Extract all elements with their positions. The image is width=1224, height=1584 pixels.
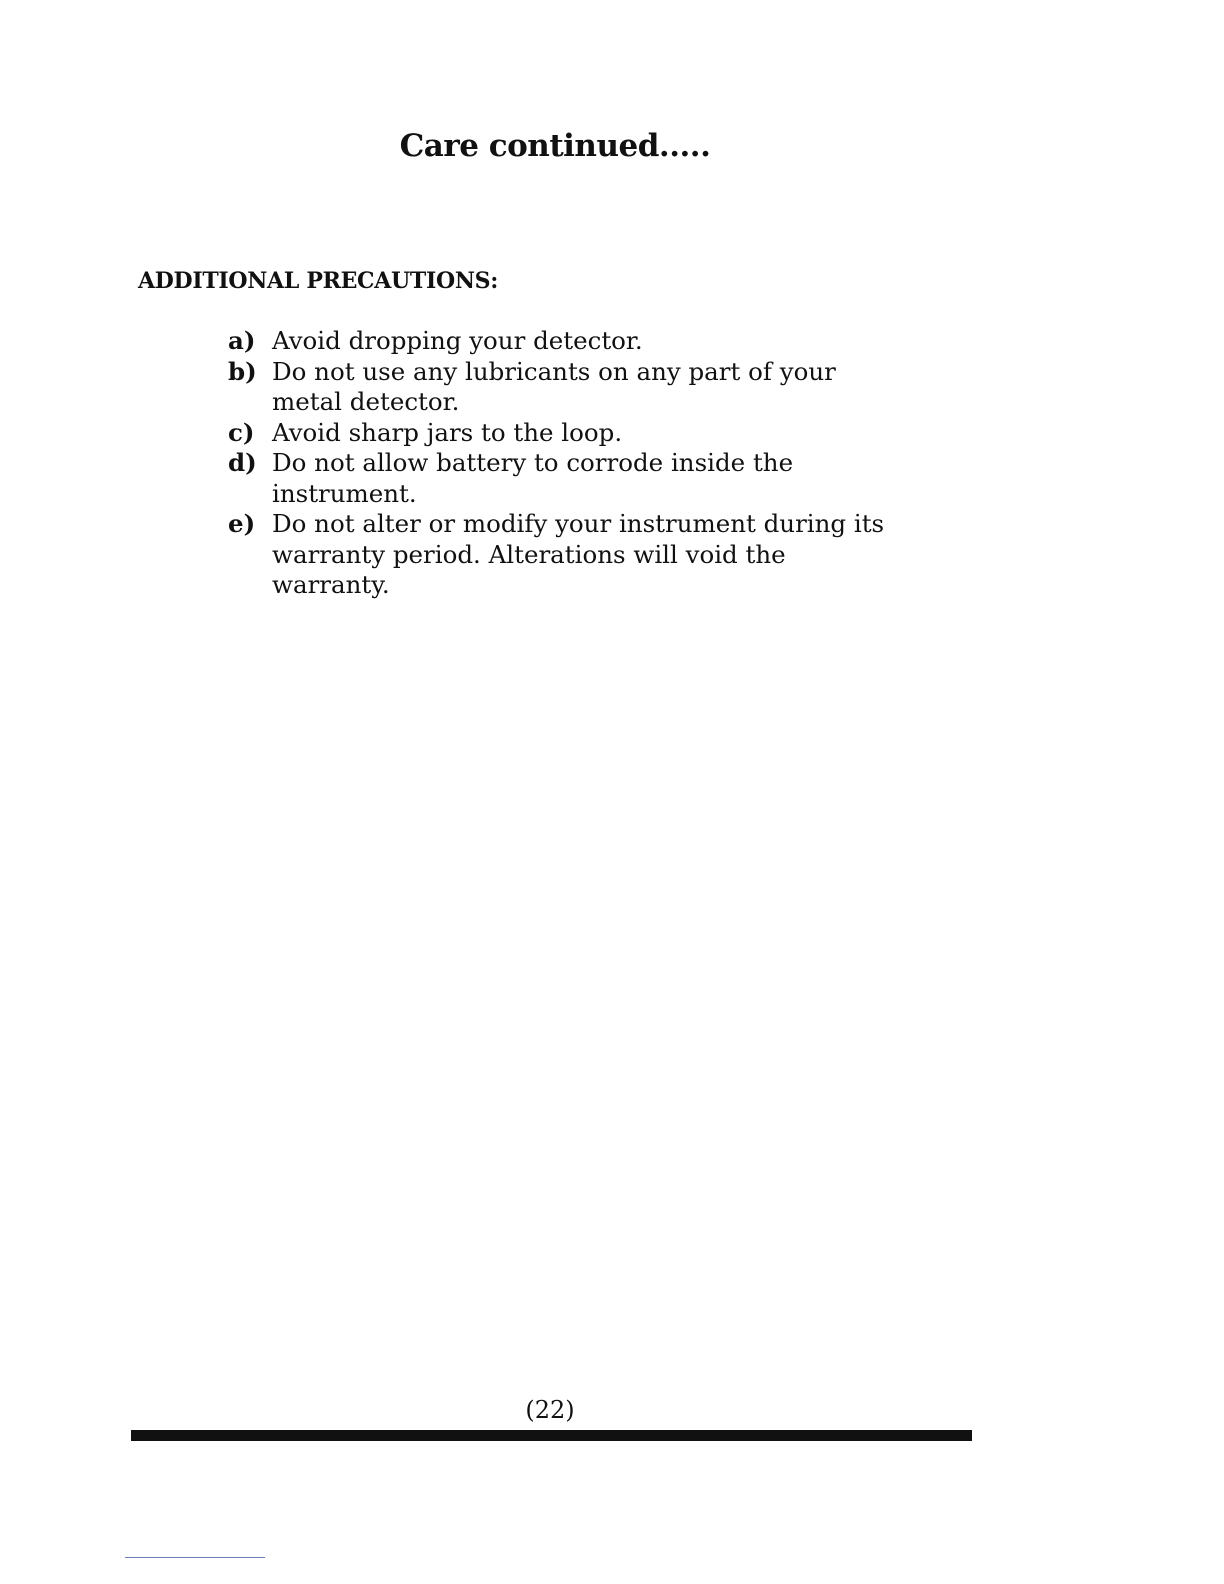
- list-item: [228, 357, 908, 418]
- item-text: Avoid dropping your detector.: [272, 326, 643, 355]
- item-marker: a): [228, 326, 256, 355]
- item-marker: c): [228, 417, 255, 447]
- list-item: [228, 448, 908, 509]
- item-marker: d): [228, 448, 257, 477]
- page-title: Care continued.....: [399, 128, 711, 164]
- footer-rule: [131, 1430, 972, 1441]
- list-item: [228, 418, 908, 449]
- section-heading: ADDITIONAL PRECAUTIONS:: [138, 268, 499, 294]
- list-item: [228, 326, 908, 357]
- scan-artifact-line: [125, 1557, 265, 1558]
- precautions-list: [228, 326, 908, 601]
- item-text: Do not alter or modify your instrument during its warranty period. Alterations will void the warranty.: [272, 509, 885, 599]
- list-item: [228, 509, 908, 601]
- page-number: (22): [525, 1396, 575, 1424]
- item-marker: e): [228, 509, 256, 538]
- item-text: Do not use any lubricants on any part of your metal detector.: [272, 356, 836, 416]
- item-marker: b): [228, 356, 257, 386]
- item-text: Avoid sharp jars to the loop.: [272, 417, 623, 447]
- item-text: Do not allow battery to corrode inside the instrument.: [272, 448, 794, 508]
